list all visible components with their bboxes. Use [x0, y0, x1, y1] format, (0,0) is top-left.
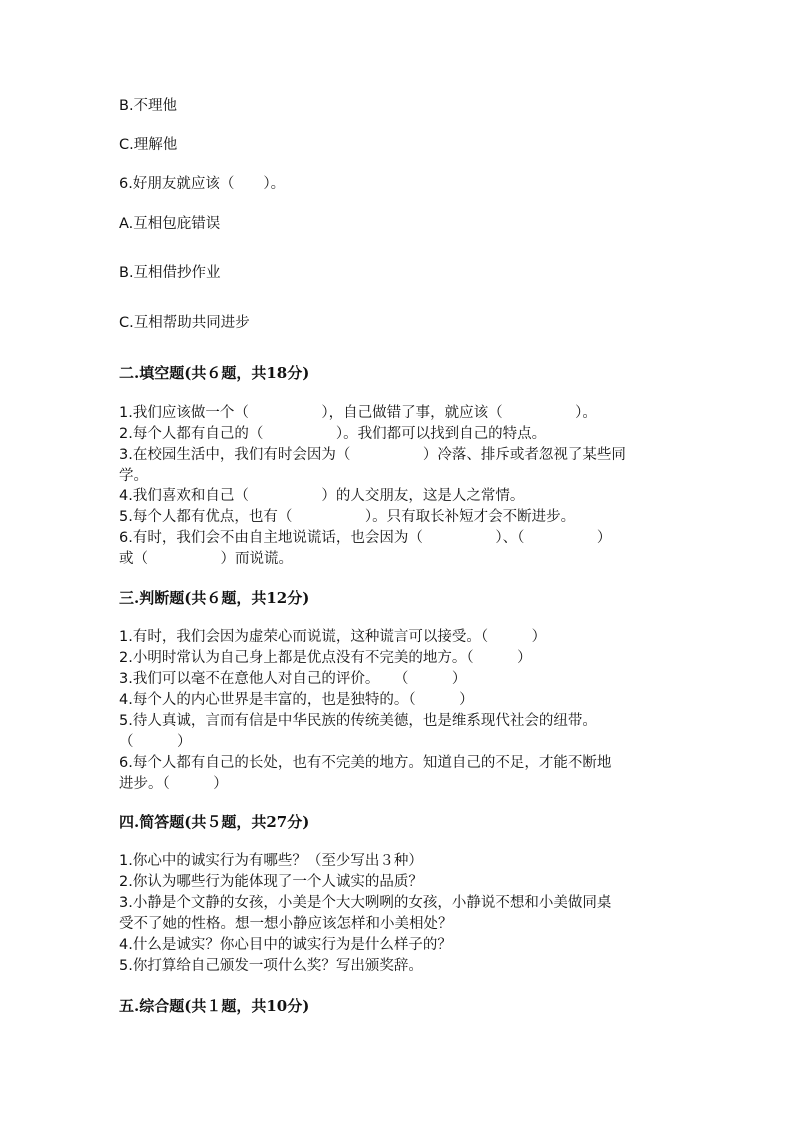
judge-line: 1.有时，我们会因为虚荣心而说谎，这种谎言可以接受。（ ） — [119, 629, 547, 645]
judge-line: 3.我们可以毫不在意他人对自己的评价。 （ ） — [119, 671, 467, 687]
judge-line: 6.每个人都有自己的长处，也有不完美的地方。知道自己的不足，才能不断地 — [119, 755, 612, 771]
fill-line: 5.每个人都有优点，也有（ ）。只有取长补短才会不断进步。 — [119, 509, 576, 525]
fill-line: 6.有时，我们会不由自主地说谎话，也会因为（ ）、（ ） — [119, 530, 612, 546]
fill-line: 学。 — [119, 468, 148, 484]
fill-line: 或（ ）而说谎。 — [119, 551, 293, 567]
short-line: 受不了她的性格。想一想小静应该怎样和小美相处？ — [119, 916, 453, 932]
section-short-answer-title: 四.简答题(共５题，共27分) — [119, 813, 310, 831]
short-line: 1.你心中的诚实行为有哪些？（至少写出３种） — [119, 853, 423, 869]
judge-line: 进步。（ ） — [119, 776, 228, 792]
short-line: 4.什么是诚实？你心目中的诚实行为是什么样子的？ — [119, 937, 452, 953]
section-judge-title: 三.判断题(共６题，共12分) — [119, 589, 310, 607]
judge-line: （ ） — [119, 734, 192, 750]
q6-option-c: C.互相帮助共同进步 — [119, 315, 250, 331]
option-c: C.理解他 — [119, 137, 178, 153]
fill-line: 2.每个人都有自己的（ ）。我们都可以找到自己的特点。 — [119, 426, 547, 442]
judge-line: 5.待人真诚，言而有信是中华民族的传统美德，也是维系现代社会的纽带。 — [119, 713, 597, 729]
short-line: 3.小静是个文静的女孩，小美是个大大咧咧的女孩，小静说不想和小美做同桌 — [119, 895, 612, 911]
section-comprehensive-title: 五.综合题(共１题，共10分) — [119, 997, 310, 1015]
question-6-stem: 6.好朋友就应该（ ）。 — [119, 176, 286, 192]
fill-line: 4.我们喜欢和自己（ ）的人交朋友，这是人之常情。 — [119, 488, 525, 504]
judge-line: 4.每个人的内心世界是丰富的，也是独特的。（ ） — [119, 692, 474, 708]
section-fill-blank-title: 二.填空题(共６题，共18分) — [119, 364, 310, 382]
q6-option-a: A.互相包庇错误 — [119, 216, 221, 232]
short-line: 2.你认为哪些行为能体现了一个人诚实的品质？ — [119, 874, 423, 890]
option-b: B.不理他 — [119, 98, 178, 114]
short-line: 5.你打算给自己颁发一项什么奖？写出颁奖辞。 — [119, 958, 423, 974]
fill-line: 1.我们应该做一个（ ），自己做错了事，就应该（ ）。 — [119, 405, 597, 421]
judge-line: 2.小明时常认为自己身上都是优点没有不完美的地方。（ ） — [119, 650, 532, 666]
fill-line: 3.在校园生活中，我们有时会因为（ ）冷落、排斥或者忽视了某些同 — [119, 447, 626, 463]
q6-option-b: B.互相借抄作业 — [119, 265, 221, 281]
